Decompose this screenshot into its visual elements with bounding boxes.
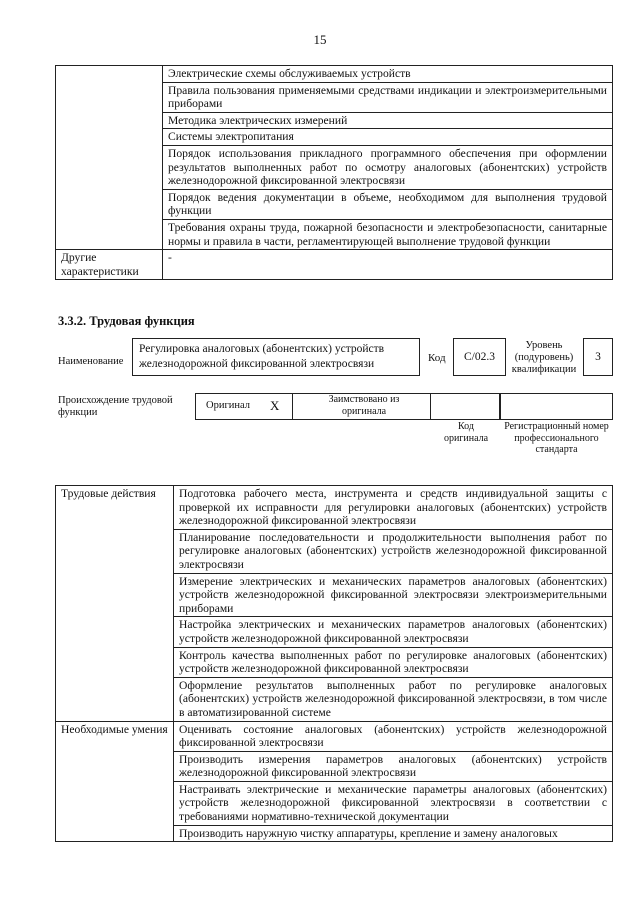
table-cell: Измерение электрических и механических параметров аналоговых (абонентских) устройств железнодорожной фиксированной электросвязи электроизмерительными приборами [174,573,613,617]
registration-number-box [500,393,613,420]
registration-number-caption: Регистрационный номер профессионального стандарта [504,421,609,455]
original-mark: X [270,398,280,413]
section-title: 3.3.2. Трудовая функция [58,314,195,328]
required-skills-label: Необходимые умения [56,721,174,842]
origin-label: Происхождение трудовой функции [58,395,173,418]
original-label: Оригинал [206,400,250,411]
table-cell: Системы электропитания [163,129,613,146]
name-label: Наименование [58,356,124,367]
labor-actions-label: Трудовые действия [56,486,174,722]
page-number: 15 [313,32,327,47]
other-characteristics-label: Другие характеристики [56,250,163,280]
knowledge-table [55,65,613,280]
table-cell: Настраивать электрические и механические параметры аналоговых (абонентских) устройств железнодорожной фиксированной электросвязи в соответствии с требованиями нормативно-технической документации [174,781,613,825]
table-cell: Требования охраны труда, пожарной безопасности и электробезопасности, санитарные нормы и правила в части, регламентирующей выполнение трудовой функции [163,219,613,249]
other-characteristics-value: - [163,250,613,280]
divider [430,393,431,420]
table-row [56,66,613,83]
function-table [55,485,613,842]
table-cell: Планирование последовательности и продолжительности выполнения работ по регулировке аналоговых (абонентских) устройств железнодорожной фиксированной электросвязи [174,529,613,573]
table-cell: Контроль качества выполненных работ по регулировке аналоговых (абонентских) устройств железнодорожной фиксированной электросвязи [174,647,613,677]
table-cell: Правила пользования применяемыми средствами индикации и электроизмерительными приборами [163,82,613,112]
borrowed-label: Заимствовано из оригинала [328,394,400,417]
table-cell: Оценивать состояние аналоговых (абонентских) устройств железнодорожной фиксированной электросвязи [174,721,613,751]
table-cell: Оформление результатов выполненных работ по регулировке аналоговых (абонентских) устройств железнодорожной фиксированной электросвязи, в том числе в автоматизированной системе [174,677,613,721]
code-value-box: C/02.3 [453,338,506,376]
table-cell: Настройка электрических и механических параметров аналоговых (абонентских) устройств железнодорожной фиксированной электросвязи [174,617,613,647]
table-cell: Производить наружную чистку аппаратуры, крепление и замену аналоговых [174,825,613,842]
divider [292,393,293,420]
table-cell: Порядок ведения документации в объеме, необходимом для выполнения трудовой функции [163,189,613,219]
function-name-box: Регулировка аналоговых (абонентских) устройств железнодорожной фиксированной электросвязи [132,338,420,376]
origin-box [195,393,500,420]
table-cell: Производить измерения параметров аналоговых (абонентских) устройств железнодорожной фиксированной электросвязи [174,751,613,781]
code-label: Код [428,352,446,364]
qualification-level-label: Уровень (подуровень) квалификации [511,340,577,375]
table-row [56,721,613,751]
qualification-level-box: 3 [583,338,613,376]
table-row [56,250,613,280]
table-cell: Методика электрических измерений [163,112,613,129]
table-cell-empty [56,66,163,250]
table-cell: Порядок использования прикладного программного обеспечения при оформлении результатов выполненных работ по осмотру аналоговых (абонентских) устройств железнодорожной фиксированной электросвязи [163,145,613,189]
table-cell: Подготовка рабочего места, инструмента и средств индивидуальной защиты с проверкой их исправности для регулировки аналоговых (абонентских) устройств железнодорожной фиксированной электросвязи [174,486,613,530]
table-cell: Электрические схемы обслуживаемых устройств [163,66,613,83]
original-code-caption: Код оригинала [443,421,489,444]
table-row [56,486,613,530]
